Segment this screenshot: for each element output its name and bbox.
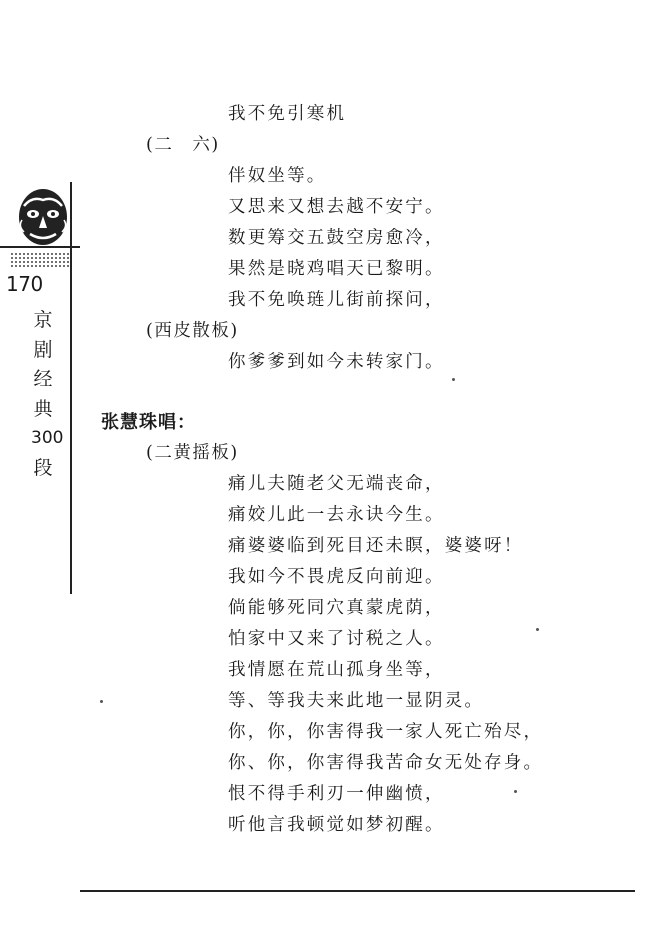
lyric-line: 倘能够死同穴真蒙虎荫，	[228, 598, 445, 618]
opera-mask-emblem	[12, 186, 74, 248]
lyric-line: 我如今不畏虎反向前迎。	[228, 567, 445, 587]
lyric-line: 我情愿在荒山孤身坐等，	[228, 660, 445, 680]
aria-label-erliu: (二 六)	[146, 135, 220, 155]
scan-speck	[514, 790, 517, 793]
lyric-line: 怕家中又来了讨税之人。	[228, 629, 445, 649]
lyric-line: 你、你，你害得我苦命女无处存身。	[228, 753, 544, 773]
book-title-char: 京	[33, 309, 53, 331]
lyric-line: 你，你，你害得我一家人死亡殆尽，	[228, 722, 544, 742]
book-title-char: 300	[31, 428, 64, 449]
lyric-line: 我不免唤琏儿街前探问，	[228, 290, 445, 310]
book-title-char: 剧	[33, 338, 53, 361]
lyric-line: 痛儿夫随老父无端丧命，	[228, 474, 445, 494]
book-title-char: 段	[33, 456, 53, 479]
lyric-line: 果然是晓鸡唱天已黎明。	[228, 259, 445, 279]
book-title-char: 经	[33, 368, 53, 391]
lyric-line: 我不免引寒机	[228, 104, 347, 124]
halftone-band	[10, 252, 72, 268]
aria-label-xipi: (西皮散板)	[146, 321, 239, 341]
book-title-char: 典	[33, 397, 53, 420]
lyric-line: 痛婆婆临到死目还未瞑，婆婆呀！	[228, 536, 524, 556]
lyric-line: 痛姣儿此一去永诀今生。	[228, 505, 445, 525]
book-title-vertical	[31, 306, 64, 484]
bottom-rule	[80, 890, 635, 892]
lyric-line: 等、等我夫来此地一显阴灵。	[228, 691, 485, 711]
singer-heading: 张慧珠唱：	[101, 412, 196, 433]
lyric-line: 数更筹交五鼓空房愈冷，	[228, 228, 445, 248]
lyric-line: 你爹爹到如今未转家门。	[228, 352, 445, 372]
page-number: 170	[6, 272, 43, 296]
margin-vertical-rule	[70, 182, 72, 594]
scan-speck	[536, 628, 539, 631]
scan-speck	[452, 378, 455, 381]
lyric-line: 恨不得手利刃一伸幽愤，	[228, 784, 445, 804]
lyric-line: 又思来又想去越不安宁。	[228, 197, 445, 217]
scan-speck	[100, 700, 103, 703]
lyric-line: 听他言我顿觉如梦初醒。	[228, 815, 445, 835]
lyric-line: 伴奴坐等。	[228, 166, 327, 186]
margin-horizontal-rule	[0, 246, 80, 248]
aria-label-erhuang: (二黄摇板)	[146, 443, 239, 463]
